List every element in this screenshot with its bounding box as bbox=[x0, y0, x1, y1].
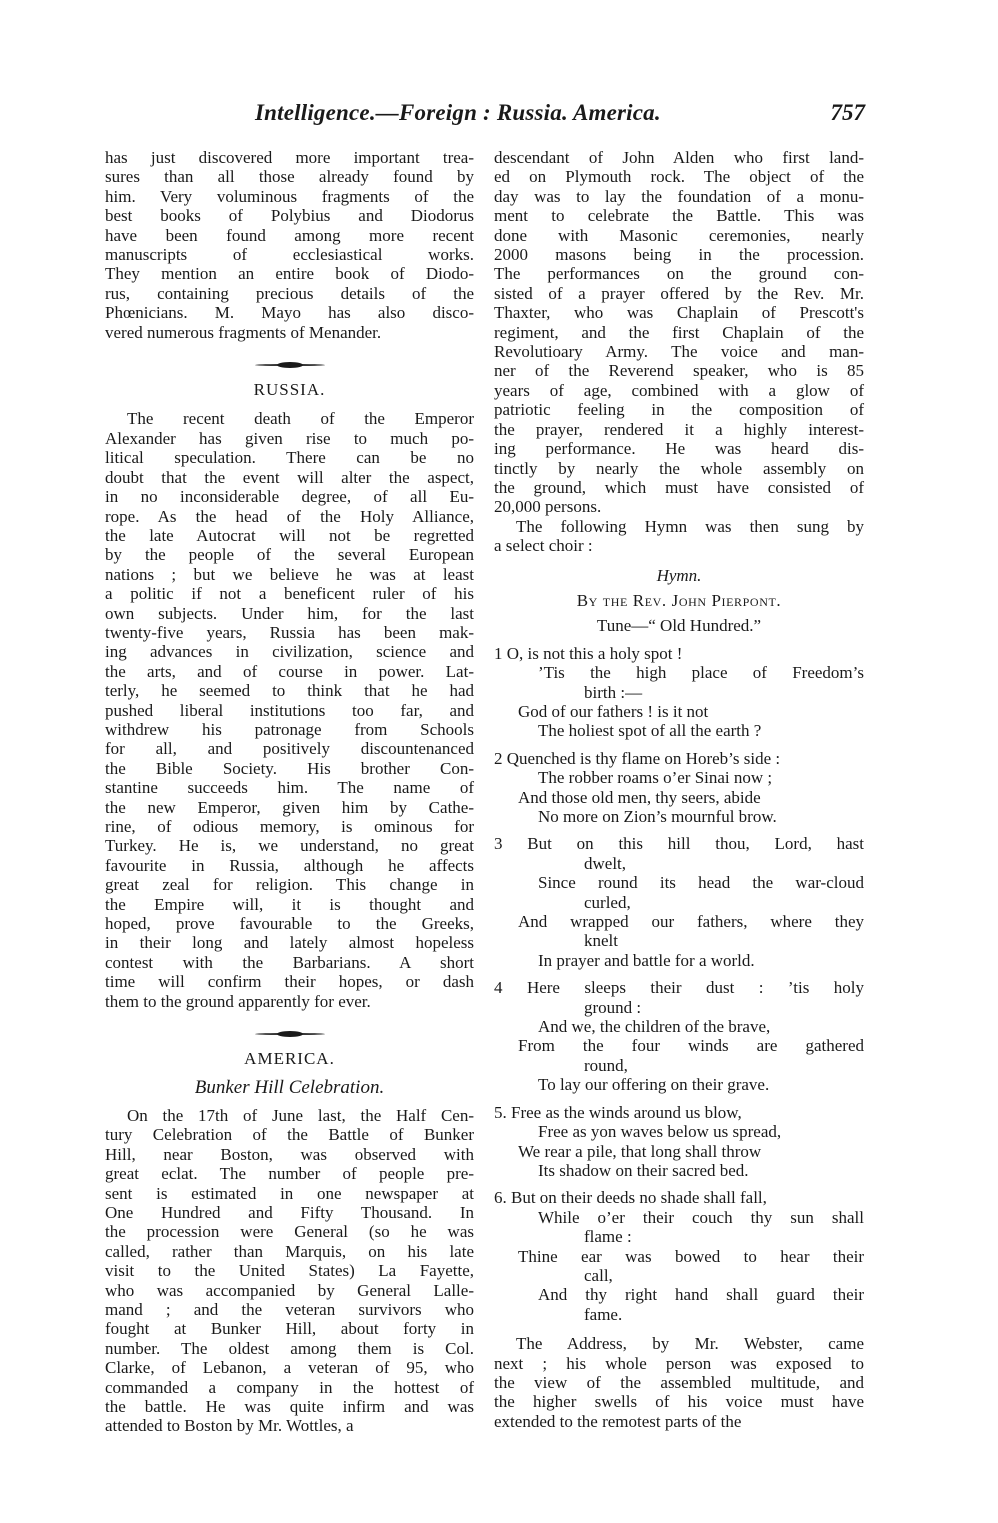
text-line: nations ; but we believe he was at least bbox=[105, 564, 474, 584]
verse-line: Its shadow on their sacred bed. bbox=[538, 1160, 749, 1180]
text-line: fought at Bunker Hill, about forty in bbox=[105, 1319, 474, 1339]
text-line: vered numerous fragments of Menander. bbox=[105, 322, 382, 342]
russia-paragraph bbox=[105, 409, 474, 1011]
running-header bbox=[255, 100, 865, 140]
text-line: them to the ground apparently for ever. bbox=[105, 991, 371, 1011]
verse-line: God of our fathers ! is it not bbox=[518, 701, 709, 721]
text-line: the battle. He was quite infirm and was bbox=[105, 1396, 474, 1416]
verse-line: While o’er their couch thy sun shall bbox=[538, 1207, 864, 1227]
section-divider bbox=[255, 1031, 325, 1037]
verse-line: No more on Zion’s mournful brow. bbox=[538, 807, 777, 826]
text-line: The Address, by Mr. Webster, came bbox=[516, 1334, 864, 1354]
text-line: done with Masonic ceremonies, nearly bbox=[494, 225, 864, 245]
text-line: the ground, which must have consisted of bbox=[494, 477, 864, 497]
verse-line: fame. bbox=[584, 1304, 623, 1324]
text-line: manuscripts of ecclesiastical works. bbox=[105, 245, 474, 265]
text-line: the Empire will, it is thought and bbox=[105, 894, 474, 914]
verse-line: Since round its head the war-cloud bbox=[538, 873, 864, 893]
text-line: pushed liberal institutions too far, and bbox=[105, 700, 474, 720]
text-line: the higher swells of his voice must have bbox=[494, 1392, 864, 1412]
text-line: stantine succeeds him. The name of bbox=[105, 778, 474, 798]
verse-line: And wrapped our fathers, where they bbox=[518, 912, 864, 932]
text-line: commanded a company in the hottest of bbox=[105, 1377, 474, 1397]
hymn-tune: Tune—“ Old Hundred.” bbox=[596, 616, 762, 636]
text-line: extended to the remotest parts of the bbox=[494, 1411, 742, 1431]
text-line: regiment, and the first Chaplain of the bbox=[494, 322, 864, 342]
verse-line: knelt bbox=[584, 931, 618, 951]
hymn-stanza bbox=[494, 1188, 864, 1324]
verse-line: And those old men, thy seers, abide bbox=[518, 787, 761, 807]
verse-line: 4 Here sleeps their dust : ’tis holy bbox=[494, 978, 864, 998]
text-line: best books of Polybius and Diodorus bbox=[105, 206, 474, 226]
page-number: 757 bbox=[830, 100, 865, 125]
intro-paragraph bbox=[105, 148, 474, 342]
text-line: 2000 masons being in the procession. bbox=[494, 245, 864, 265]
text-line: in their long and lately almost hopeless bbox=[105, 933, 474, 953]
right-column bbox=[494, 148, 864, 1431]
text-line: the view of the assembled multitude, and bbox=[494, 1372, 864, 1392]
text-line: day was to lay the foundation of a monu- bbox=[494, 186, 864, 206]
verse-line: 5. Free as the winds around us blow, bbox=[494, 1102, 742, 1122]
text-line: One Hundred and Fifty Thousand. In bbox=[105, 1202, 474, 1222]
text-line: 20,000 persons. bbox=[494, 497, 602, 517]
text-line: tinctly by nearly the whole assembly on bbox=[494, 458, 864, 478]
hymn-stanza bbox=[494, 644, 864, 741]
text-line: called, rather than Marquis, on his late bbox=[105, 1241, 474, 1261]
text-line: Revolutioary Army. The voice and man- bbox=[494, 342, 864, 362]
verse-line: birth :— bbox=[584, 682, 643, 702]
text-line: the new Emperor, given him by Cathe- bbox=[105, 797, 474, 817]
text-line: a politic if not a beneficent ruler of his bbox=[105, 584, 474, 604]
text-line: The following Hymn was then sung by bbox=[516, 516, 864, 536]
verse-line: dwelt, bbox=[584, 853, 627, 873]
hymn-stanzas bbox=[494, 644, 864, 1324]
text-line: twenty-five years, Russia has been mak- bbox=[105, 622, 474, 642]
verse-line: round, bbox=[584, 1055, 628, 1075]
text-line: ing advances in civilization, science and bbox=[105, 642, 474, 662]
text-line: own subjects. Under him, for the last bbox=[105, 603, 474, 623]
text-line: next ; his whole person was exposed to bbox=[494, 1353, 864, 1373]
verse-line: And we, the children of the brave, bbox=[538, 1017, 771, 1037]
continuation-paragraph bbox=[494, 148, 864, 517]
verse-line: The robber roams o’er Sinai now ; bbox=[538, 768, 773, 788]
text-line: has just discovered more important trea- bbox=[105, 148, 474, 167]
text-line: ing performance. He was heard dis- bbox=[494, 439, 864, 459]
text-line: Turkey. He is, we understand, no great bbox=[105, 836, 474, 856]
verse-line: ground : bbox=[584, 997, 642, 1017]
text-line: who was accompanied by General Lalle- bbox=[105, 1280, 474, 1300]
closing-paragraph bbox=[494, 1334, 864, 1431]
text-line: great zeal for religion. This change in bbox=[105, 875, 474, 895]
verse-line: And thy right hand shall guard their bbox=[538, 1285, 864, 1305]
text-line: On the 17th of June last, the Half Cen- bbox=[127, 1105, 474, 1125]
verse-line: We rear a pile, that long shall throw bbox=[518, 1141, 762, 1161]
text-line: time will confirm their hopes, or dash bbox=[105, 972, 474, 992]
running-title: Intelligence.—Foreign : Russia. America. bbox=[255, 100, 661, 125]
hymn-stanza bbox=[494, 1103, 864, 1181]
verse-line: 3 But on this hill thou, Lord, hast bbox=[494, 834, 864, 854]
text-line: great eclat. The number of people pre- bbox=[105, 1164, 474, 1184]
text-line: ner of the Reverend speaker, who is 85 bbox=[494, 361, 864, 381]
section-divider bbox=[255, 362, 325, 368]
hymn-stanza bbox=[494, 978, 864, 1094]
text-line: the prayer, rendered it a highly interest- bbox=[494, 419, 864, 439]
text-line: Phœnicians. M. Mayo has also disco- bbox=[105, 303, 474, 323]
text-line: sent is estimated in one newspaper at bbox=[105, 1183, 474, 1203]
hymn-intro-paragraph bbox=[494, 517, 864, 556]
text-line: him. Very voluminous fragments of the bbox=[105, 186, 474, 206]
russia-heading: RUSSIA. bbox=[253, 380, 326, 400]
verse-line: 2 Quenched is thy flame on Horeb’s side : bbox=[494, 748, 781, 768]
text-line: rope. As the head of the Holy Alliance, bbox=[105, 506, 474, 526]
text-line: doubt that the event will alter the aspect, bbox=[105, 467, 474, 487]
text-line: ed on Plymouth rock. The object of the bbox=[494, 167, 864, 187]
text-line: Clarke, of Lebanon, a veteran of 95, who bbox=[105, 1358, 474, 1378]
text-line: number. The oldest among them is Col. bbox=[105, 1338, 474, 1358]
text-line: the arts, and of course in power. Lat- bbox=[105, 661, 474, 681]
verse-line: flame : bbox=[584, 1227, 632, 1247]
text-line: by the people of the several European bbox=[105, 545, 474, 565]
america-subheading: Bunker Hill Celebration. bbox=[194, 1077, 385, 1099]
text-line: in no inconsiderable degree, of all Eu- bbox=[105, 487, 474, 507]
text-line: They mention an entire book of Diodo- bbox=[105, 264, 474, 284]
text-line: mand ; and the veteran survivors who bbox=[105, 1299, 474, 1319]
text-line: visit to the United States) La Fayette, bbox=[105, 1261, 474, 1281]
text-line: descendant of John Alden who first land- bbox=[494, 148, 864, 167]
verse-line: 1 O, is not this a holy spot ! bbox=[494, 643, 683, 663]
text-line: rus, containing precious details of the bbox=[105, 283, 474, 303]
text-line: Thaxter, who was Chaplain of Prescott's bbox=[494, 303, 864, 323]
verse-line: From the four winds are gathered bbox=[518, 1036, 864, 1056]
verse-line: To lay our offering on their grave. bbox=[538, 1075, 770, 1095]
text-line: litical speculation. There can be no bbox=[105, 448, 474, 468]
verse-line: ’Tis the high place of Freedom’s bbox=[538, 663, 864, 683]
text-line: The performances on the ground con- bbox=[494, 264, 864, 284]
verse-line: call, bbox=[584, 1265, 613, 1285]
verse-line: In prayer and battle for a world. bbox=[538, 950, 755, 970]
hymn-stanza bbox=[494, 749, 864, 827]
text-line: a select choir : bbox=[494, 536, 593, 556]
text-line: attended to Boston by Mr. Wottles, a bbox=[105, 1416, 354, 1436]
text-line: Alexander has given rise to much po- bbox=[105, 428, 474, 448]
hymn-author: By the Rev. John Pierpont. bbox=[576, 590, 782, 610]
text-line: hoped, prove favourable to the Greeks, bbox=[105, 914, 474, 934]
text-line: years of age, combined with a glow of bbox=[494, 380, 864, 400]
left-column bbox=[105, 148, 474, 1436]
text-line: contest with the Barbarians. A short bbox=[105, 952, 474, 972]
text-line: the Bible Society. His brother Con- bbox=[105, 758, 474, 778]
text-line: favourite in Russia, although he affects bbox=[105, 855, 474, 875]
text-line: The recent death of the Emperor bbox=[127, 409, 474, 429]
text-line: terly, he seemed to think that he had bbox=[105, 681, 474, 701]
text-line: withdrew his patronage from Schools bbox=[105, 719, 474, 739]
verse-line: 6. But on their deeds no shade shall fall, bbox=[494, 1188, 767, 1208]
text-line: rine, of odious memory, is ominous for bbox=[105, 817, 474, 836]
text-line: ment to celebrate the Battle. This was bbox=[494, 206, 864, 226]
verse-line: Free as yon waves below us spread, bbox=[538, 1122, 782, 1142]
hymn-title: Hymn. bbox=[656, 565, 702, 585]
verse-line: The holiest spot of all the earth ? bbox=[538, 721, 762, 741]
text-line: have been found among more recent bbox=[105, 225, 474, 245]
america-paragraph bbox=[105, 1106, 474, 1436]
verse-line: curled, bbox=[584, 892, 631, 912]
text-line: Hill, near Boston, was observed with bbox=[105, 1144, 474, 1164]
text-line: the late Autocrat will not be regretted bbox=[105, 525, 474, 545]
text-line: sisted of a prayer offered by the Rev. Mr. bbox=[494, 283, 864, 303]
text-line: the procession were General (so he was bbox=[105, 1222, 474, 1242]
text-line: patriotic feeling in the composition of bbox=[494, 400, 864, 420]
text-line: tury Celebration of the Battle of Bunker bbox=[105, 1125, 474, 1145]
verse-line: Thine ear was bowed to hear their bbox=[518, 1246, 864, 1266]
text-line: for all, and positively discountenanced bbox=[105, 739, 474, 759]
america-heading: AMERICA. bbox=[244, 1049, 335, 1069]
hymn-stanza bbox=[494, 834, 864, 970]
text-line: sures than all those already found by bbox=[105, 167, 474, 187]
